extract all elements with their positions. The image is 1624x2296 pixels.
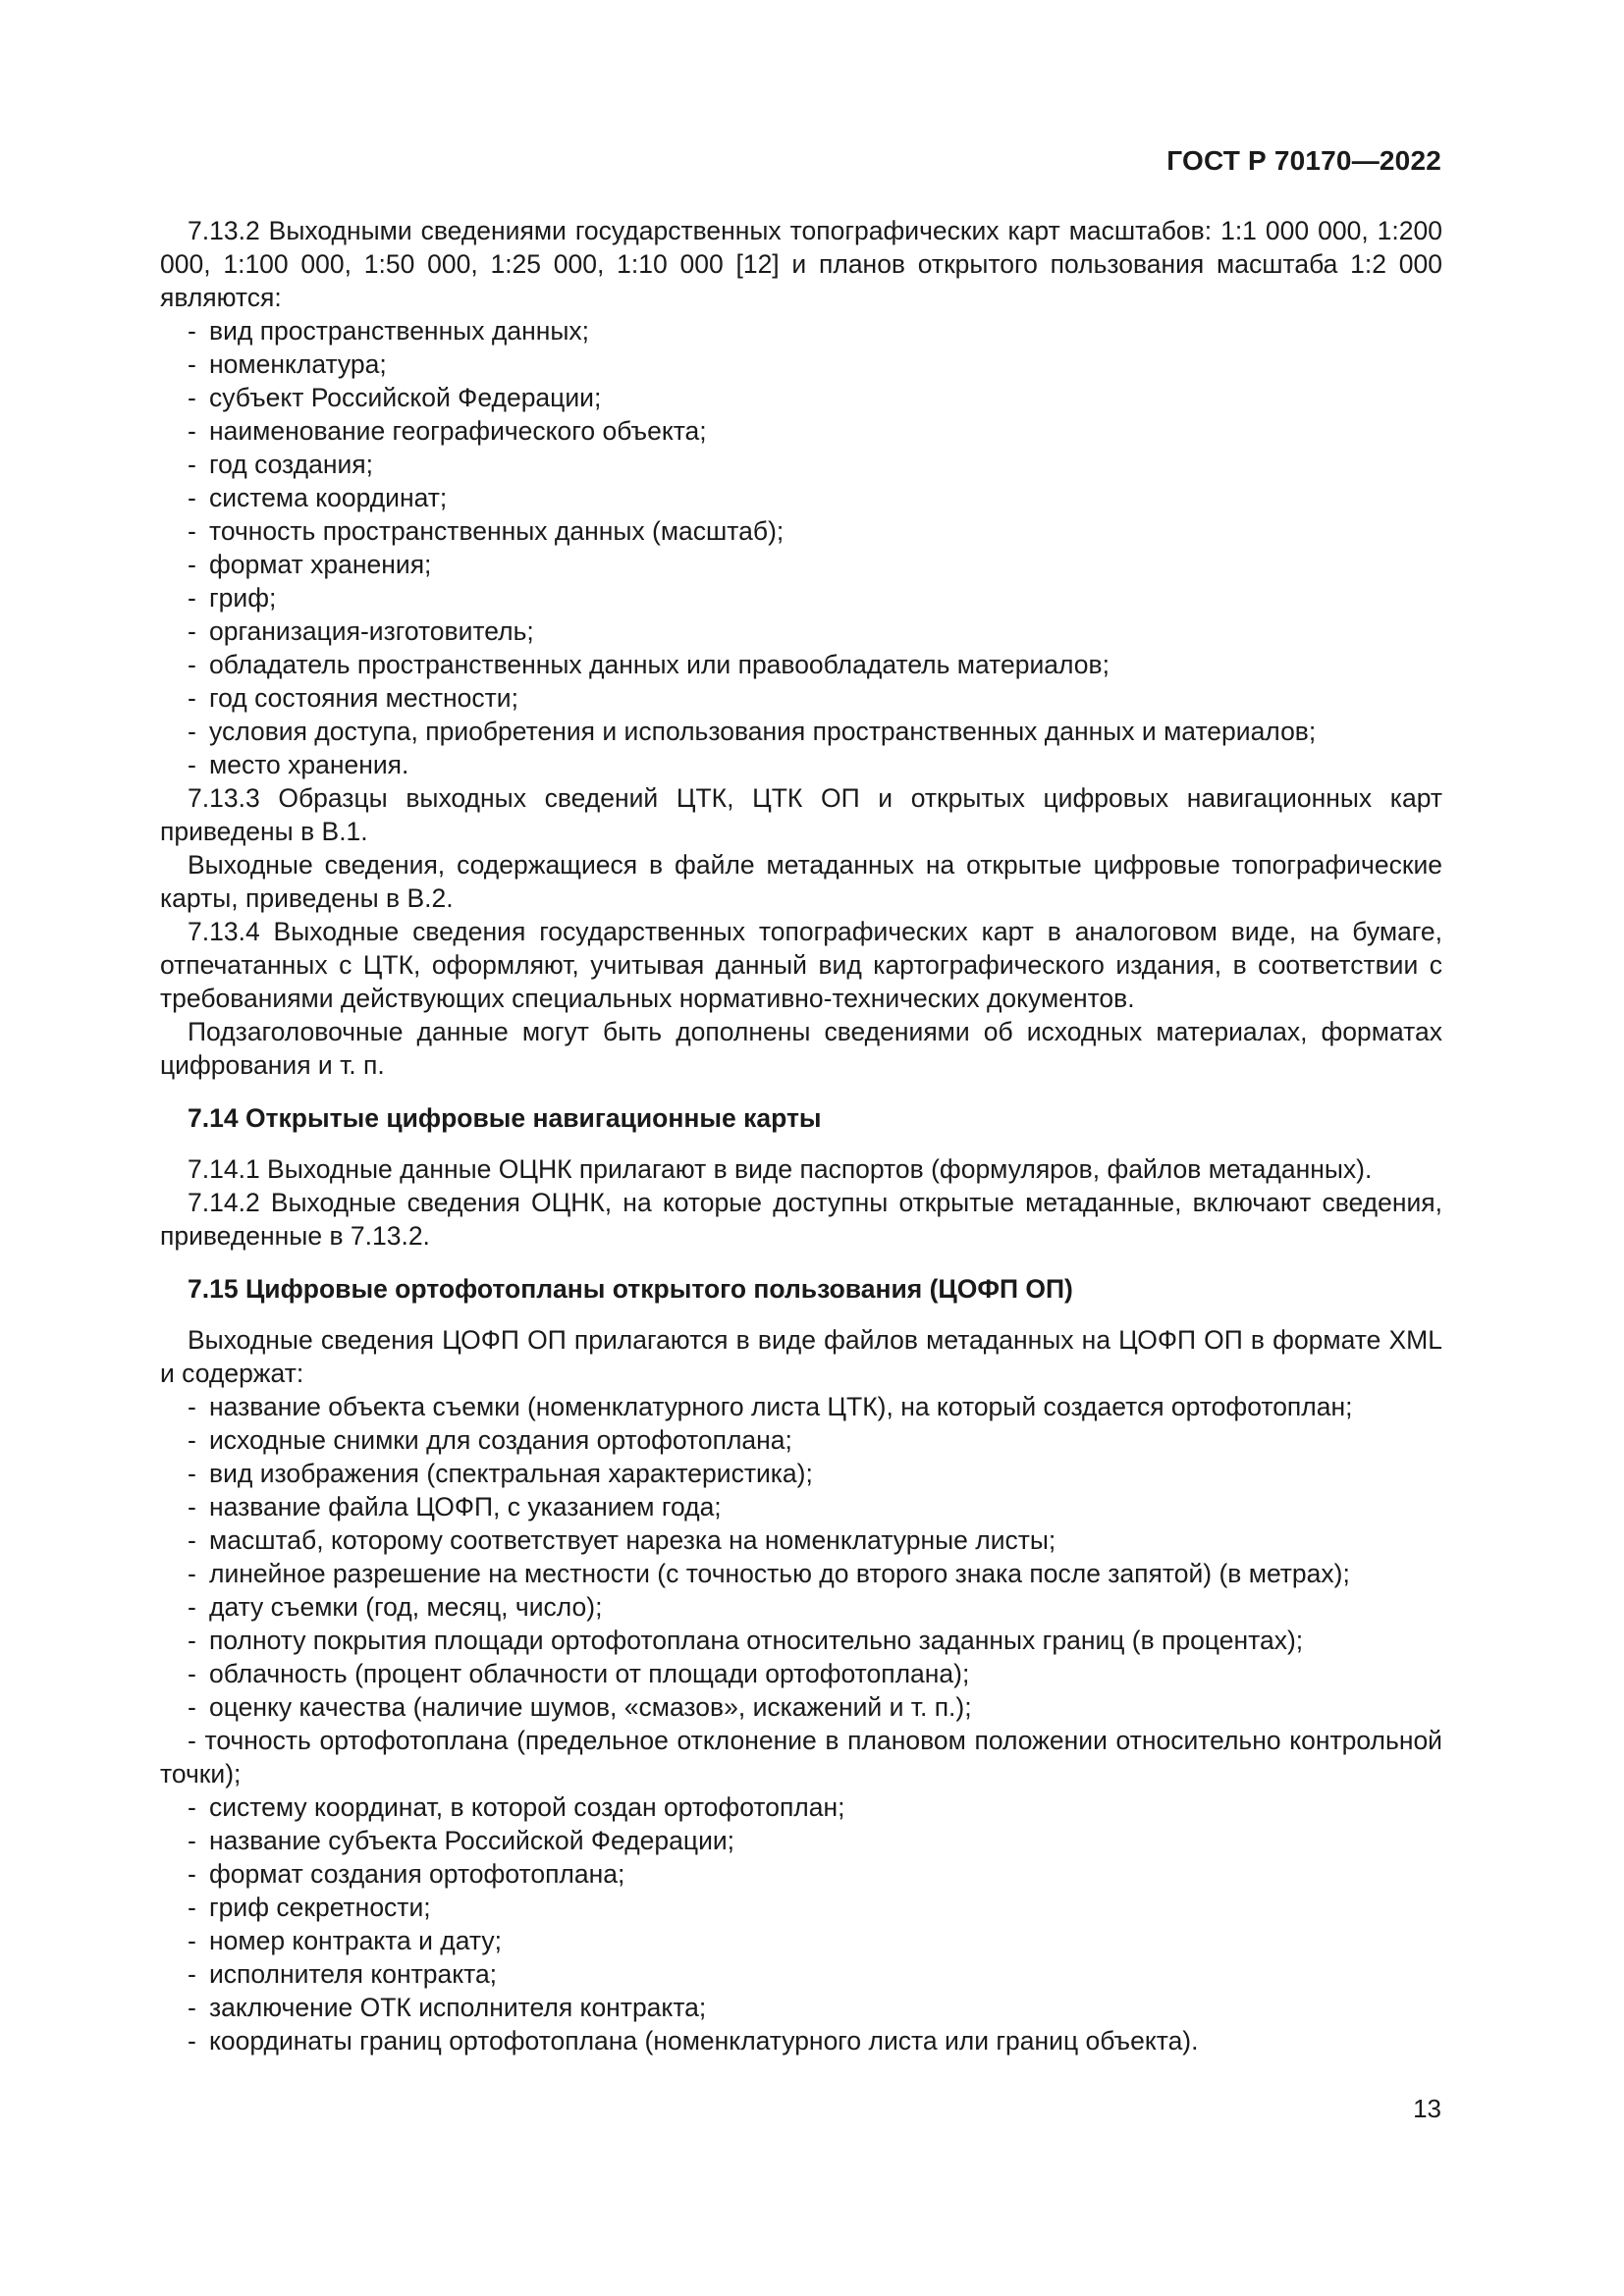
list-item-text: полноту покрытия площади ортофотоплана относительно заданных границ (в процентах); — [209, 1626, 1304, 1655]
list-dash: - — [188, 1859, 196, 1889]
paragraph-7-13-4-continued: Подзаголовочные данные могут быть дополнены сведениями об исходных материалах, форматах цифрования и т. п. — [160, 1017, 1442, 1080]
list-item-text: облачность (процент облачности от площади ортофотоплана); — [209, 1659, 970, 1688]
list-item-text: систему координат, в которой создан ортофотоплан; — [209, 1792, 845, 1822]
list-item — [160, 614, 1442, 648]
list-item — [160, 1590, 1442, 1624]
list-item — [160, 1790, 1442, 1824]
list-item-text: вид пространственных данных; — [209, 316, 589, 346]
list-item-text: название субъекта Российской Федерации; — [209, 1826, 735, 1855]
list-item-text: точность пространственных данных (масштаб); — [209, 516, 785, 546]
paragraph-7-14-1: 7.14.1 Выходные данные ОЦНК прилагают в виде паспортов (формуляров, файлов метаданных). — [188, 1154, 1373, 1184]
document-body — [160, 214, 1442, 2057]
list-item — [160, 548, 1442, 581]
list-item — [160, 1557, 1442, 1590]
list-item — [160, 1957, 1442, 1991]
list-dash: - — [188, 650, 196, 679]
paragraph-7-13-4: 7.13.4 Выходные сведения государственных топографических карт в аналоговом виде, на бумаге, отпечатанных с ЦТК, оформляют, учитывая данный вид картографического издания, в соответствии с требованиями действующих специальных нормативно-технических документов. — [160, 917, 1442, 1013]
paragraph-7-13-2: 7.13.2 Выходными сведениями государственных топографических карт масштабов: 1:1 000 000, 1:200 000, 1:100 000, 1:50 000, 1:25 000, 1:10 000 [12] и планов открытого пользования масштаба 1:2 000 являются: — [160, 216, 1442, 312]
list-item-text: год создания; — [209, 450, 373, 479]
list-item — [160, 481, 1442, 514]
list-dash: - — [188, 1492, 196, 1522]
list-dash: - — [188, 2026, 196, 2056]
list-dash: - — [188, 616, 196, 646]
list-item-text: название объекта съемки (номенклатурного листа ЦТК), на который создается ортофотоплан; — [209, 1392, 1353, 1421]
list-item — [160, 314, 1442, 347]
list-dash: - — [188, 1392, 196, 1421]
list-item-text: гриф; — [209, 583, 277, 613]
list-item-text: номер контракта и дату; — [209, 1926, 502, 1955]
list-item — [160, 1523, 1442, 1557]
list-dash: - — [188, 383, 196, 412]
list-item-text: оценку качества (наличие шумов, «смазов», искажений и т. п.); — [209, 1692, 972, 1722]
list-item-text: линейное разрешение на местности (с точностью до второго знака после запятой) (в метрах); — [209, 1559, 1350, 1588]
list-item — [160, 648, 1442, 681]
list-item — [160, 448, 1442, 481]
list-item-text: обладатель пространственных данных или правообладатель материалов; — [209, 650, 1110, 679]
list-dash: - — [188, 750, 196, 779]
list-item — [160, 1390, 1442, 1423]
list-dash: - — [188, 1659, 196, 1688]
list-dash: - — [188, 450, 196, 479]
list-item-text: координаты границ ортофотоплана (номенклатурного листа или границ объекта). — [209, 2026, 1199, 2056]
list-item — [160, 681, 1442, 715]
list-dash: - — [188, 1525, 196, 1555]
list-dash: - — [188, 717, 196, 746]
list-dash: - — [188, 1425, 196, 1455]
list-item-text: название файла ЦОФП, с указанием года; — [209, 1492, 722, 1522]
list-item — [160, 1423, 1442, 1457]
list-item — [160, 1824, 1442, 1857]
list-item — [160, 1924, 1442, 1957]
list-item — [160, 1991, 1442, 2024]
list-item — [160, 1490, 1442, 1523]
paragraph-7-15-intro: Выходные сведения ЦОФП ОП прилагаются в виде файлов метаданных на ЦОФП ОП в формате XML и содержат: — [160, 1325, 1442, 1388]
list-dash: - — [188, 349, 196, 379]
list-item-text: организация-изготовитель; — [209, 616, 534, 646]
heading-7-15: 7.15 Цифровые ортофотопланы открытого пользования (ЦОФП ОП) — [188, 1274, 1073, 1304]
list-item — [160, 1891, 1442, 1924]
paragraph-7-13-3: 7.13.3 Образцы выходных сведений ЦТК, ЦТК ОП и открытых цифровых навигационных карт приведены в В.1. — [160, 783, 1442, 846]
list-item-text: вид изображения (спектральная характеристика); — [209, 1459, 813, 1488]
list-dash: - — [188, 1893, 196, 1922]
list-item-text: формат хранения; — [209, 550, 432, 579]
list-dash: - — [188, 1692, 196, 1722]
list-dash: - — [188, 483, 196, 512]
list-dash: - — [188, 1559, 196, 1588]
list-item-text: гриф секретности; — [209, 1893, 431, 1922]
list-item-text: масштаб, которому соответствует нарезка на номенклатурные листы; — [209, 1525, 1056, 1555]
list-item — [160, 748, 1442, 781]
list-dash: - — [188, 1626, 196, 1655]
list-dash: - — [188, 1926, 196, 1955]
document-id-header: ГОСТ Р 70170—2022 — [1166, 145, 1441, 176]
list-7-13-2 — [160, 314, 1442, 781]
list-item-text: номенклатура; — [209, 349, 387, 379]
list-item-text: наименование географического объекта; — [209, 416, 707, 446]
paragraph-7-14-2: 7.14.2 Выходные сведения ОЦНК, на которые доступны открытые метаданные, включают сведения, приведенные в 7.13.2. — [160, 1188, 1442, 1251]
list-item — [160, 1624, 1442, 1657]
list-7-15-part-a — [160, 1390, 1442, 1724]
list-dash: - — [188, 683, 196, 713]
list-item-wrapped: - точность ортофотоплана (предельное отклонение в плановом положении относительно контрольной точки); — [160, 1726, 1442, 1789]
list-dash: - — [188, 316, 196, 346]
heading-7-14: 7.14 Открытые цифровые навигационные карты — [188, 1103, 822, 1133]
list-item-text: заключение ОТК исполнителя контракта; — [209, 1993, 707, 2022]
list-item-text: год состояния местности; — [209, 683, 518, 713]
list-item-text: место хранения. — [209, 750, 409, 779]
list-item-text: формат создания ортофотоплана; — [209, 1859, 625, 1889]
list-dash: - — [188, 416, 196, 446]
list-item — [160, 1657, 1442, 1690]
list-item-text: система координат; — [209, 483, 448, 512]
list-item-text: исполнителя контракта; — [209, 1959, 498, 1989]
list-item — [160, 581, 1442, 614]
list-dash: - — [188, 583, 196, 613]
list-dash: - — [188, 1792, 196, 1822]
list-item — [160, 1857, 1442, 1891]
list-item — [160, 347, 1442, 381]
list-dash: - — [188, 1959, 196, 1989]
list-item-text: условия доступа, приобретения и использования пространственных данных и материалов; — [209, 717, 1317, 746]
list-item-text: исходные снимки для создания ортофотоплана; — [209, 1425, 792, 1455]
list-dash: - — [188, 516, 196, 546]
list-item-text: дату съемки (год, месяц, число); — [209, 1592, 603, 1622]
list-item — [160, 381, 1442, 414]
list-dash: - — [188, 1459, 196, 1488]
page-number: 13 — [1413, 2094, 1441, 2123]
list-dash: - — [188, 1993, 196, 2022]
list-item — [160, 715, 1442, 748]
list-item-text: субъект Российской Федерации; — [209, 383, 602, 412]
list-7-15-part-b — [160, 1790, 1442, 2057]
list-dash: - — [188, 1592, 196, 1622]
list-item — [160, 1457, 1442, 1490]
list-item — [160, 514, 1442, 548]
list-dash: - — [188, 550, 196, 579]
list-item — [160, 1690, 1442, 1724]
list-item — [160, 2024, 1442, 2057]
list-dash: - — [188, 1826, 196, 1855]
paragraph-7-13-3-continued: Выходные сведения, содержащиеся в файле метаданных на открытые цифровые топографические карты, приведены в В.2. — [160, 850, 1442, 913]
list-item — [160, 414, 1442, 448]
